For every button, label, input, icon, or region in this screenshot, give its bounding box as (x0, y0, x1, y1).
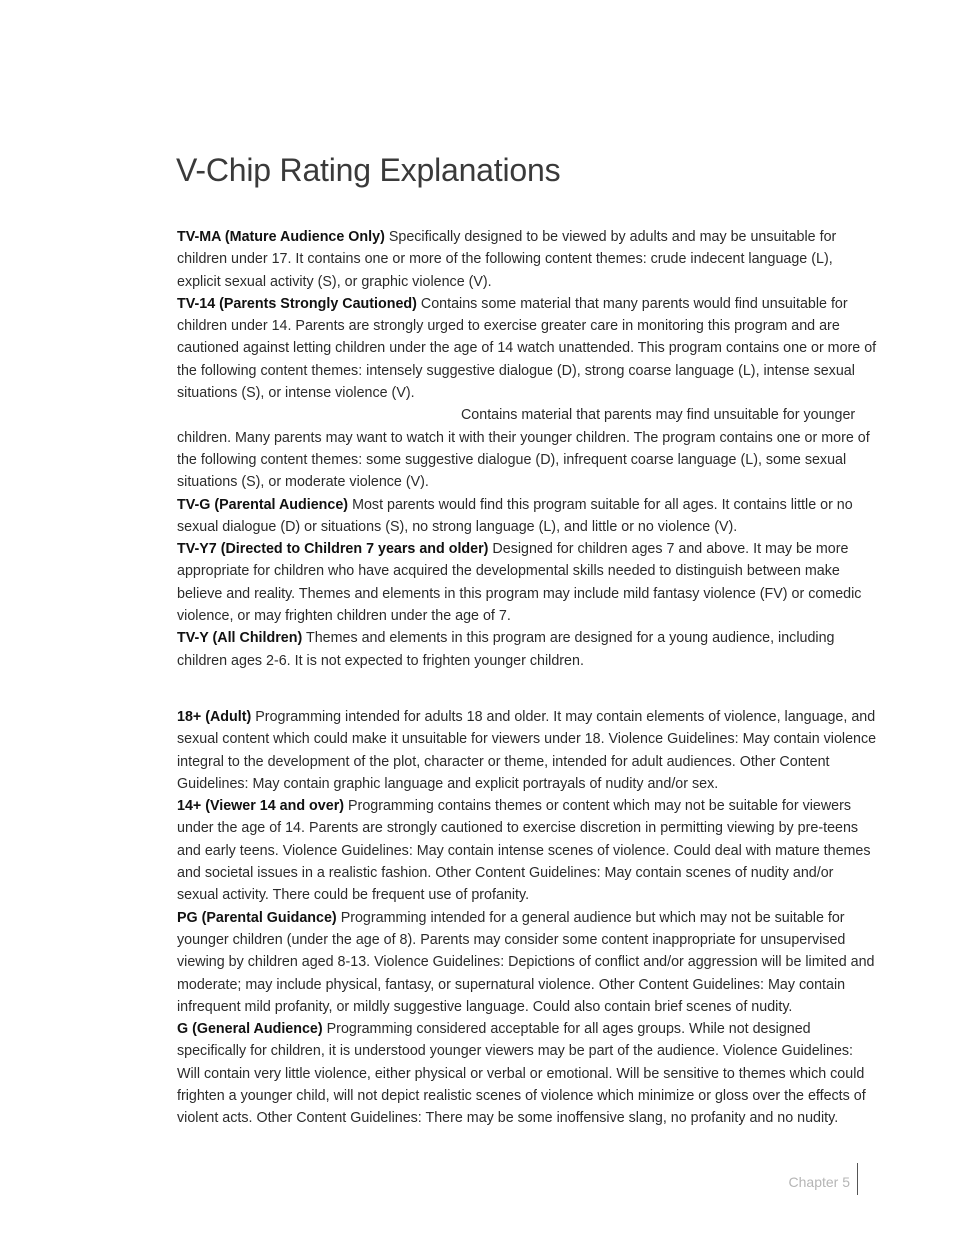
chapter-footer-label: Chapter 5 (788, 1174, 850, 1190)
rating-term: 14+ (Viewer 14 and over) (177, 798, 345, 815)
rating-description: Programming intended for adults 18 and older. It may contain elements of violence, language, and sexual content which could make it unsuitable for viewers under 18. Violence Guidelines: May contain violence integral to the development of the plot, character or theme, intended for adult audiences. Other Content Guidelines: May contain graphic language and explicit portrayals of nudity and/or sex. (177, 708, 877, 792)
rating-term: TV-14 (Parents Strongly Cautioned) (177, 295, 417, 312)
rating-entry-18-plus (177, 706, 877, 795)
rating-description: Contains material that parents may find unsuitable for younger children. Many parents may want to watch it with their younger children. The program contains one or more of the following content themes: some suggestive dialogue (D), infrequent coarse language (L), some sexual situations (S), or moderate violence (V). (177, 407, 870, 491)
rating-term: PG (Parental Guidance) (177, 909, 337, 926)
rating-term: TV-Y7 (Directed to Children 7 years and older) (177, 541, 489, 558)
rating-description: Programming contains themes or content which may not be suitable for viewers under the age of 14. Parents are strongly cautioned to exercise discretion in permitting viewing by pre-teens and early teens. Violence Guidelines: May contain intense scenes of violence. Could deal with mature themes and societal issues in a realistic fashion. Other Content Guidelines: May contain scenes of nudity and/or sexual activity. There could be frequent use of profanity. (177, 798, 871, 904)
rating-entry-tv-g (177, 494, 877, 539)
rating-entry-tv-y (177, 627, 877, 672)
rating-description: Contains some material that many parents would find unsuitable for children under 14. Parents are strongly urged to exercise greater care in monitoring this program and are cautioned against letting children under the age of 14 watch unattended. This program contains one or more of the following content themes: intensely suggestive dialogue (D), strong coarse language (L), intense sexual situations (S), or intense violence (V). (177, 295, 877, 402)
rating-entry-tv-14 (177, 293, 877, 404)
rating-entry-tv-ma (177, 226, 877, 293)
rating-entry-tv-pg (177, 404, 877, 493)
rating-description: Most parents would find this program suitable for all ages. It contains little or no sexual dialogue (D) or situations (S), no strong language (L), and little or no violence (V). (177, 496, 853, 535)
rating-term: TV-MA (Mature Audience Only) (177, 229, 385, 245)
rating-description: Programming intended for a general audience but which may not be suitable for younger children (under the age of 8). Parents may consider some content inappropriate for unsupervised viewing by children aged 8-13. Violence Guidelines: Depictions of conflict and/or aggression will be limited and moderate; may include physical, fantasy, or supernatural violence. Other Content Guidelines: May contain infrequent mild profanity, or mildly suggestive language. Could also contain brief scenes of nudity. (177, 909, 875, 1015)
rating-description: Programming considered acceptable for all ages groups. While not designed specifically for children, it is understood younger viewers may be part of the audience. Violence Guidelines: Will contain very little violence, either physical or verbal or emotional. Will be sensitive to themes which could frighten a younger child, will not depict realistic scenes of violence which minimize or gloss over the effects of violent acts. Other Content Guidelines: There may be some inoffensive slang, no profanity and no nudity. (177, 1021, 866, 1127)
rating-term: TV-Y (All Children) (177, 630, 303, 647)
footer-divider (857, 1163, 858, 1195)
section-spacer (177, 672, 877, 706)
rating-term: G (General Audience) (177, 1021, 323, 1038)
rating-term: TV-G (Parental Audience) (177, 496, 349, 513)
rating-description: Designed for children ages 7 and above. It may be more appropriate for children who have acquired the developmental skills needed to distinguish between make believe and reality. Themes and elements in this program may include mild fantasy violence (FV) or comedic violence, or may frighten children under the age of 7. (177, 541, 862, 625)
rating-entry-tv-y7 (177, 538, 877, 627)
rating-description: Specifically designed to be viewed by adults and may be unsuitable for children under 17. It contains one or more of the following content themes: crude indecent language (L), explicit sexual activity (S), or graphic violence (V). (177, 229, 837, 290)
rating-description: Themes and elements in this program are designed for a young audience, including children ages 2-6. It is not expected to frighten younger children. (177, 630, 835, 669)
page-title: V-Chip Rating Explanations (176, 152, 561, 188)
rating-entry-pg (177, 907, 877, 1018)
rating-entry-g (177, 1018, 877, 1129)
rating-term: 18+ (Adult) (177, 708, 252, 725)
rating-entry-14-plus (177, 795, 877, 906)
ratings-content (177, 226, 877, 1130)
